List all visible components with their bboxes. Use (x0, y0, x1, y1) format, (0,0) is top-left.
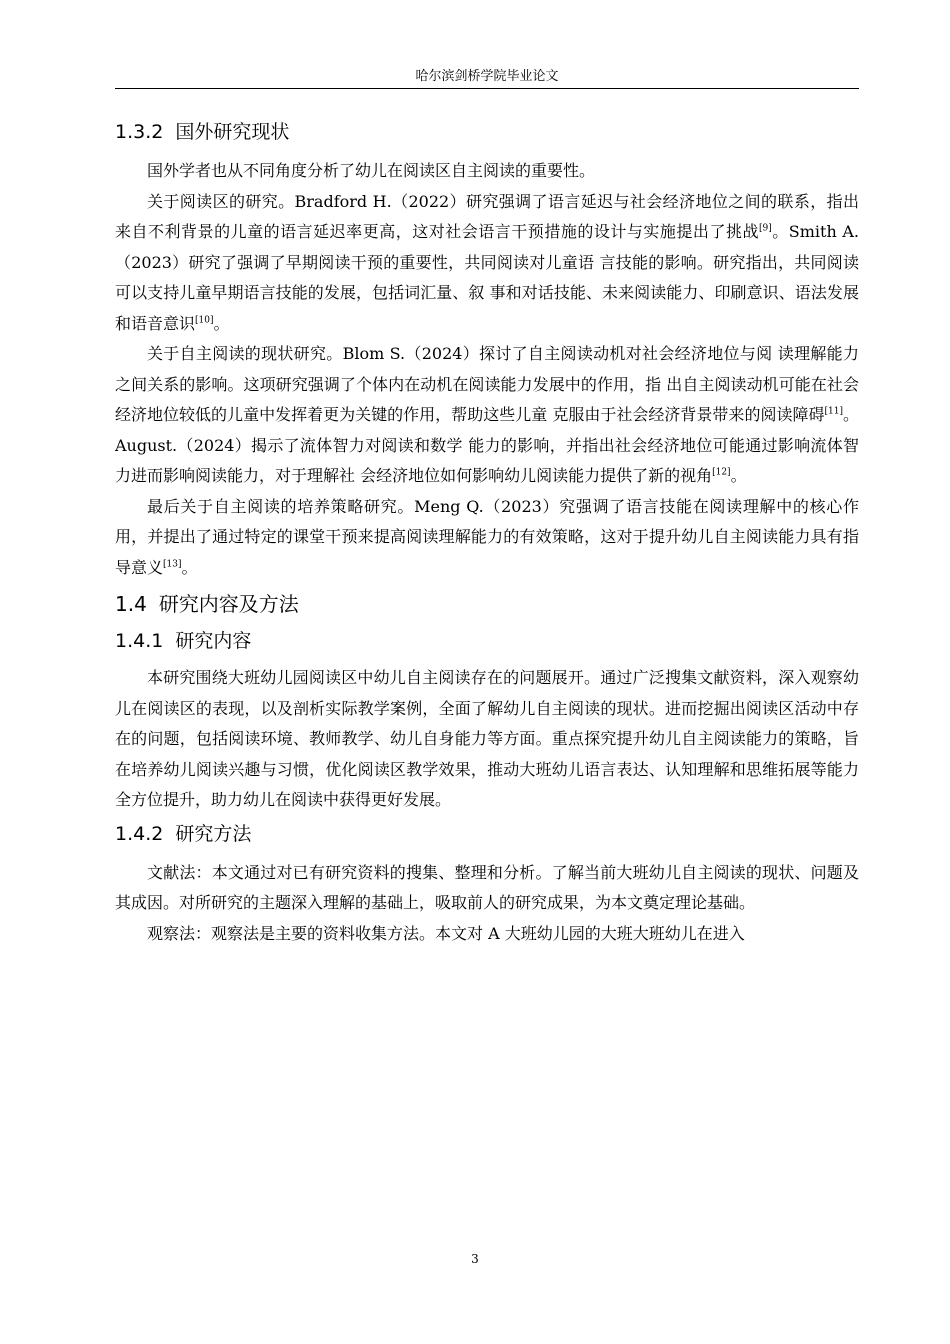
section-title: 研究方法 (175, 822, 252, 845)
citation-ref: [9] (758, 223, 772, 234)
section-number: 1.4.1 (115, 630, 164, 652)
page-body (115, 118, 859, 949)
section-title: 研究内容 (175, 630, 252, 652)
section-title: 研究内容及方法 (158, 592, 299, 616)
header-title: 哈尔滨剑桥学院毕业论文 (415, 69, 559, 84)
citation-ref: [10] (195, 315, 214, 326)
paragraph-research-content: 本研究围绕大班幼儿园阅读区中幼儿自主阅读存在的问题展开。通过广泛搜集文献资料，深入观察幼儿在阅读区的表现，以及剖析实际教学案例，全面了解幼儿自主阅读的现状。进而挖掘出阅读区活动中存在的问题，包括阅读环境、教师教学、幼儿自身能力等方面。重点探究提升幼儿自主阅读能力的策略，旨在培养幼儿阅读兴趣与习惯，优化阅读区教学效果，推动大班幼儿语言表达、认知理解和思维拓展等能力全方位提升，助力幼儿在阅读中获得更好发展。 (115, 668, 859, 809)
citation-ref: [11] (824, 406, 843, 417)
paragraph-strategy-research (115, 492, 859, 584)
section-heading-1-3-2 (115, 118, 859, 146)
section-number: 1.4.2 (115, 822, 164, 845)
paragraph-observation-method: 观察法：观察法是主要的资料收集方法。本文对 A 大班幼儿园的大班大班幼儿在进入 (147, 923, 745, 943)
section-heading-1-4 (115, 589, 859, 619)
section-heading-1-4-1 (115, 627, 859, 655)
citation-ref: [13] (163, 559, 182, 570)
section-number: 1.4 (115, 592, 147, 616)
section-heading-1-4-2 (115, 820, 859, 848)
text-run: 关于自主阅读的现状研究。Blom S.（2024）探讨了自主阅读动机对社会经济地位与阅 读理解能力之间关系的影响。这项研究强调了个体内在动机在阅读能力发展中的作用，指 出自主阅读动机可能在社会经济地位较低的儿童中发挥着更为关键的作用，帮助这些儿童 克服由于社会经济背景带来的阅读障碍 (115, 344, 859, 424)
text-run: 。 (730, 466, 747, 485)
text-run: 关于阅读区的研究。Bradford H.（2022）研究强调了语言延迟与社会经济地位之间的联系，指出来自不利背景的儿童的语言延迟率更高，这对社会语言干预措施的设计与实施提出了挑战 (115, 191, 859, 241)
text-run: 。Smith A.（2023）研究了强调了早期阅读干预的重要性，共同阅读对儿童语 言技能的影响。研究指出，共同阅读可以支持儿童早期语言技能的发展，包括词汇量、叙 事和对话技能、未来阅读能力、印刷意识、语法发展和语音意识 (115, 222, 859, 333)
section-number: 1.3.2 (115, 121, 164, 143)
text-run: 。 (213, 313, 230, 333)
section-title: 国外研究现状 (175, 121, 290, 143)
running-header (115, 66, 859, 89)
paragraph-intro: 国外学者也从不同角度分析了幼儿在阅读区自主阅读的重要性。 (147, 161, 596, 180)
page-number: 3 (471, 1252, 479, 1266)
text-run: 。August.（2024）揭示了流体智力对阅读和数学 能力的影响，并指出社会经济地位可能通过影响流体智 力进而影响阅读能力，对于理解社 会经济地位如何影响幼儿阅读能力提供了新的视角 (115, 405, 859, 485)
paragraph-literature-method: 文献法：本文通过对已有研究资料的搜集、整理和分析。了解当前大班幼儿自主阅读的现状、问题及其成因。对所研究的主题深入理解的基础上，吸取前人的研究成果，为本文奠定理论基础。 (115, 862, 859, 912)
text-run: 最后关于自主阅读的培养策略研究。Meng Q.（2023）究强调了语言技能在阅读理解中的核心作用，并提出了通过特定的课堂干预来提高阅读理解能力的有效策略，这对于提升幼儿自主阅读能力具有指导意义 (115, 496, 859, 577)
text-run: 。 (181, 557, 198, 577)
paragraph-status-research (115, 339, 859, 492)
citation-ref: [12] (712, 467, 731, 478)
paragraph-reading-area-research (115, 187, 859, 340)
